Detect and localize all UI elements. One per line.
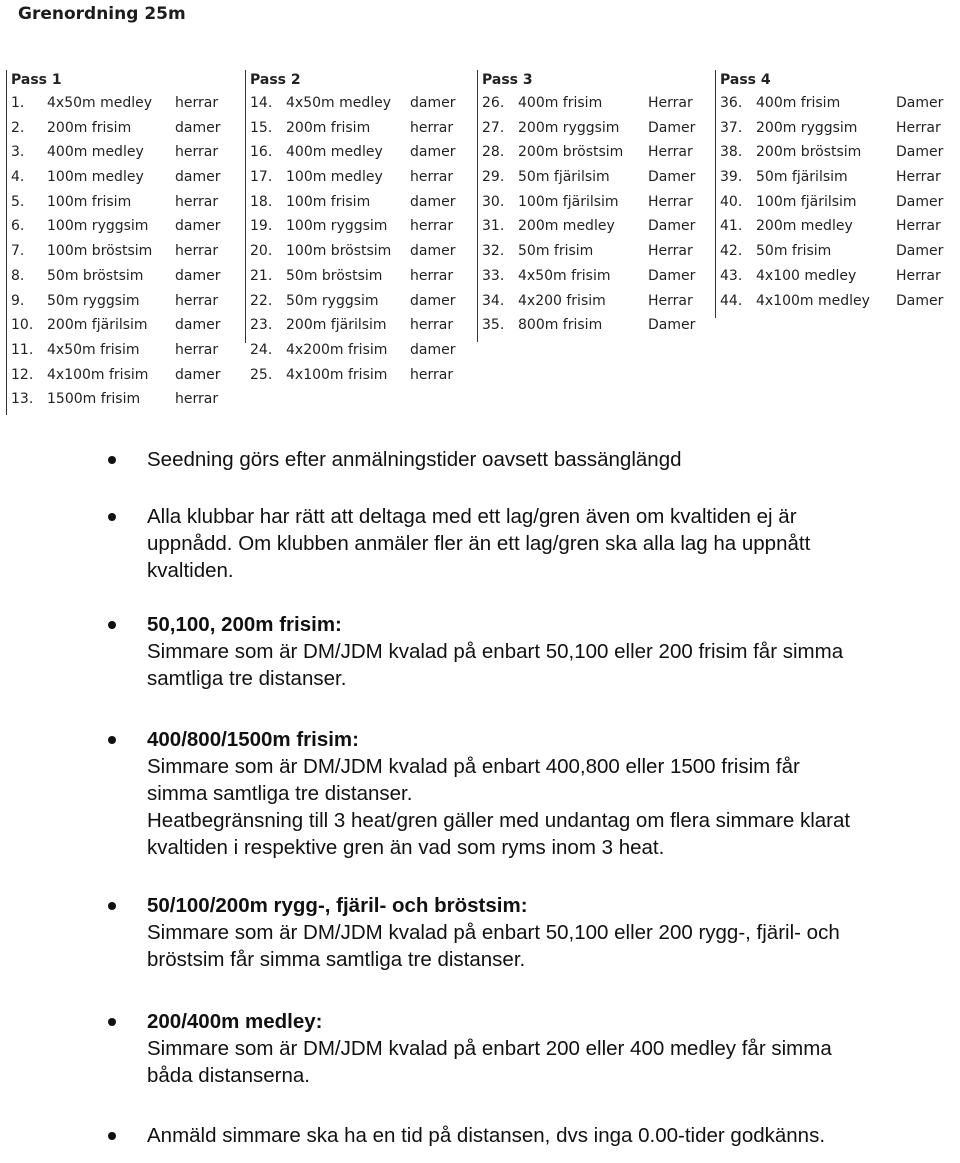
event-number: 43. bbox=[720, 267, 743, 284]
event-gender: Damer bbox=[896, 144, 944, 161]
event-gender: herrar bbox=[175, 292, 219, 309]
event-row bbox=[478, 165, 716, 190]
event-row bbox=[246, 165, 476, 190]
event-gender: herrar bbox=[175, 243, 219, 260]
event-event: 4x50m medley bbox=[286, 95, 392, 111]
bullet-heading: 200/400m medley: bbox=[147, 1010, 323, 1033]
event-number: 26. bbox=[482, 95, 505, 111]
event-row bbox=[478, 91, 716, 116]
event-row bbox=[7, 338, 245, 363]
event-number: 11. bbox=[11, 341, 34, 358]
event-event: 1500m frisim bbox=[47, 391, 141, 408]
event-number: 3. bbox=[11, 144, 25, 161]
event-number: 42. bbox=[720, 243, 743, 260]
event-gender: damer bbox=[410, 144, 456, 161]
event-row bbox=[478, 239, 716, 264]
event-gender: damer bbox=[175, 366, 221, 383]
event-event: 50m ryggsim bbox=[286, 292, 379, 309]
event-number: 20. bbox=[250, 243, 273, 260]
event-event: 4x50m frisim bbox=[47, 341, 140, 358]
event-number: 12. bbox=[11, 366, 34, 383]
event-number: 34. bbox=[482, 292, 505, 309]
event-event: 200m ryggsim bbox=[518, 119, 620, 136]
event-row bbox=[7, 239, 245, 264]
event-row bbox=[716, 91, 956, 116]
event-event: 100m frisim bbox=[286, 193, 371, 210]
event-row bbox=[716, 190, 956, 215]
event-event: 50m frisim bbox=[756, 243, 832, 260]
event-number: 17. bbox=[250, 169, 273, 186]
bullet-line: bröstsim får simma samtliga tre distanser. bbox=[147, 948, 526, 971]
event-gender: herrar bbox=[410, 267, 454, 284]
pass-header: Pass 3 bbox=[482, 72, 533, 88]
event-row bbox=[7, 363, 245, 388]
bullet-text bbox=[147, 611, 957, 692]
event-gender: herrar bbox=[175, 144, 219, 161]
event-gender: Herrar bbox=[896, 119, 941, 136]
event-gender: herrar bbox=[410, 218, 454, 235]
event-row bbox=[246, 140, 476, 165]
event-row bbox=[716, 214, 956, 239]
bullet-text bbox=[147, 1008, 957, 1089]
event-gender: Herrar bbox=[896, 169, 941, 186]
event-gender: damer bbox=[175, 267, 221, 284]
event-gender: damer bbox=[410, 243, 456, 260]
event-number: 33. bbox=[482, 267, 505, 284]
event-event: 4x200 frisim bbox=[518, 292, 606, 309]
event-gender: Damer bbox=[648, 267, 696, 284]
event-event: 4x50m medley bbox=[47, 95, 153, 111]
bullet-line: Heatbegränsning till 3 heat/gren gäller med undantag om flera simmare klarat bbox=[147, 809, 851, 832]
event-gender: damer bbox=[410, 95, 456, 111]
event-row bbox=[716, 264, 956, 289]
bullet-line: Alla klubbar har rätt att deltaga med ett lag/gren även om kvaltiden ej är bbox=[147, 505, 797, 528]
event-row bbox=[246, 313, 476, 338]
event-row bbox=[7, 140, 245, 165]
event-number: 2. bbox=[11, 119, 25, 136]
event-event: 200m medley bbox=[518, 218, 615, 235]
event-gender: damer bbox=[410, 193, 456, 210]
event-event: 200m bröstsim bbox=[756, 144, 862, 161]
bullet-dot-icon bbox=[108, 1018, 116, 1026]
event-row bbox=[7, 313, 245, 338]
event-gender: herrar bbox=[175, 193, 219, 210]
bullet-line: kvaltiden. bbox=[147, 559, 234, 582]
event-gender: Damer bbox=[648, 119, 696, 136]
event-number: 25. bbox=[250, 366, 273, 383]
event-schedule bbox=[0, 70, 960, 415]
event-event: 800m frisim bbox=[518, 317, 603, 334]
event-number: 29. bbox=[482, 169, 505, 186]
event-gender: Damer bbox=[648, 317, 696, 334]
event-event: 100m fjärilsim bbox=[518, 193, 619, 210]
page-title: Grenordning 25m bbox=[18, 4, 186, 24]
bullet-line: Simmare som är DM/JDM kvalad på enbart 200 eller 400 medley får simma bbox=[147, 1037, 832, 1060]
bullet-dot-icon bbox=[108, 736, 116, 744]
event-row bbox=[246, 116, 476, 141]
event-gender: Damer bbox=[648, 218, 696, 235]
bullet-dot-icon bbox=[108, 456, 116, 464]
pass-column bbox=[6, 70, 245, 415]
event-row bbox=[716, 239, 956, 264]
event-gender: Herrar bbox=[648, 95, 693, 111]
event-number: 10. bbox=[11, 317, 34, 334]
event-event: 400m medley bbox=[286, 144, 383, 161]
event-event: 4x100m frisim bbox=[286, 366, 388, 383]
event-event: 200m fjärilsim bbox=[286, 317, 387, 334]
event-gender: Herrar bbox=[648, 292, 693, 309]
event-row bbox=[478, 264, 716, 289]
event-gender: Herrar bbox=[648, 193, 693, 210]
event-row bbox=[7, 214, 245, 239]
bullet-text bbox=[147, 892, 957, 973]
event-number: 5. bbox=[11, 193, 25, 210]
bullet-dot-icon bbox=[108, 621, 116, 629]
bullet-line: kvaltiden i respektive gren än vad som ryms inom 3 heat. bbox=[147, 836, 665, 859]
event-event: 200m frisim bbox=[47, 119, 132, 136]
event-event: 4x100 medley bbox=[756, 267, 857, 284]
event-row bbox=[7, 264, 245, 289]
event-event: 200m frisim bbox=[286, 119, 371, 136]
event-row bbox=[246, 91, 476, 116]
event-row bbox=[7, 165, 245, 190]
bullet-line: Simmare som är DM/JDM kvalad på enbart 50,100 eller 200 frisim får simma bbox=[147, 640, 844, 663]
event-gender: damer bbox=[410, 292, 456, 309]
event-row bbox=[7, 387, 245, 412]
event-row bbox=[716, 165, 956, 190]
event-row bbox=[246, 338, 476, 363]
event-number: 8. bbox=[11, 267, 25, 284]
event-row bbox=[478, 289, 716, 314]
event-number: 19. bbox=[250, 218, 273, 235]
event-gender: damer bbox=[410, 341, 456, 358]
event-gender: Herrar bbox=[648, 243, 693, 260]
event-number: 32. bbox=[482, 243, 505, 260]
event-number: 31. bbox=[482, 218, 505, 235]
event-row bbox=[246, 264, 476, 289]
event-gender: herrar bbox=[410, 169, 454, 186]
event-event: 4x100m medley bbox=[756, 292, 870, 309]
event-gender: Herrar bbox=[896, 267, 941, 284]
event-number: 16. bbox=[250, 144, 273, 161]
event-gender: herrar bbox=[175, 391, 219, 408]
event-number: 21. bbox=[250, 267, 273, 284]
event-row bbox=[478, 313, 716, 338]
bullet-text bbox=[147, 1122, 957, 1149]
event-number: 24. bbox=[250, 341, 273, 358]
event-row bbox=[7, 190, 245, 215]
bullet-dot-icon bbox=[108, 513, 116, 521]
event-number: 7. bbox=[11, 243, 25, 260]
event-event: 200m medley bbox=[756, 218, 853, 235]
event-row bbox=[478, 116, 716, 141]
event-event: 100m bröstsim bbox=[286, 243, 392, 260]
bullet-text bbox=[147, 726, 957, 861]
event-gender: herrar bbox=[410, 317, 454, 334]
bullet-heading: 50,100, 200m frisim: bbox=[147, 613, 342, 636]
event-row bbox=[7, 91, 245, 116]
event-gender: Damer bbox=[648, 169, 696, 186]
event-event: 100m ryggsim bbox=[286, 218, 388, 235]
event-event: 100m medley bbox=[47, 169, 144, 186]
event-number: 6. bbox=[11, 218, 25, 235]
event-event: 200m ryggsim bbox=[756, 119, 858, 136]
event-gender: Herrar bbox=[896, 218, 941, 235]
event-gender: damer bbox=[175, 169, 221, 186]
event-number: 30. bbox=[482, 193, 505, 210]
event-number: 27. bbox=[482, 119, 505, 136]
event-row bbox=[716, 140, 956, 165]
event-number: 13. bbox=[11, 391, 34, 408]
event-event: 50m bröstsim bbox=[286, 267, 383, 284]
event-event: 4x100m frisim bbox=[47, 366, 149, 383]
event-gender: Herrar bbox=[648, 144, 693, 161]
event-gender: herrar bbox=[410, 366, 454, 383]
event-event: 200m bröstsim bbox=[518, 144, 624, 161]
event-number: 28. bbox=[482, 144, 505, 161]
bullet-line: båda distanserna. bbox=[147, 1064, 310, 1087]
bullet-line: uppnådd. Om klubben anmäler fler än ett lag/gren ska alla lag ha uppnått bbox=[147, 532, 811, 555]
event-gender: Damer bbox=[896, 193, 944, 210]
event-event: 50m fjärilsim bbox=[756, 169, 848, 186]
event-number: 38. bbox=[720, 144, 743, 161]
pass-header: Pass 1 bbox=[11, 72, 62, 88]
event-row bbox=[7, 289, 245, 314]
pass-column bbox=[245, 70, 476, 383]
event-event: 400m frisim bbox=[756, 95, 841, 111]
event-number: 4. bbox=[11, 169, 25, 186]
event-row bbox=[716, 289, 956, 314]
event-gender: Damer bbox=[896, 243, 944, 260]
event-number: 39. bbox=[720, 169, 743, 186]
event-number: 14. bbox=[250, 95, 273, 111]
event-event: 4x200m frisim bbox=[286, 341, 388, 358]
event-row bbox=[7, 116, 245, 141]
event-row bbox=[246, 239, 476, 264]
event-row bbox=[478, 190, 716, 215]
event-number: 1. bbox=[11, 95, 25, 111]
bullet-text bbox=[147, 503, 957, 584]
event-number: 15. bbox=[250, 119, 273, 136]
event-row bbox=[246, 363, 476, 388]
event-event: 50m fjärilsim bbox=[518, 169, 610, 186]
event-row bbox=[246, 190, 476, 215]
event-number: 35. bbox=[482, 317, 505, 334]
pass-header: Pass 2 bbox=[250, 72, 301, 88]
event-number: 37. bbox=[720, 119, 743, 136]
bullet-text bbox=[147, 446, 957, 473]
event-event: 400m frisim bbox=[518, 95, 603, 111]
bullet-line: samtliga tre distanser. bbox=[147, 667, 347, 690]
event-gender: herrar bbox=[175, 95, 219, 111]
event-event: 100m fjärilsim bbox=[756, 193, 857, 210]
bullet-dot-icon bbox=[108, 902, 116, 910]
bullet-line: simma samtliga tre distanser. bbox=[147, 782, 413, 805]
event-number: 9. bbox=[11, 292, 25, 309]
bullet-line: Simmare som är DM/JDM kvalad på enbart 50,100 eller 200 rygg-, fjäril- och bbox=[147, 921, 840, 944]
event-event: 50m ryggsim bbox=[47, 292, 140, 309]
pass-column bbox=[715, 70, 956, 318]
bullet-heading: 50/100/200m rygg-, fjäril- och bröstsim: bbox=[147, 894, 528, 917]
event-gender: damer bbox=[175, 119, 221, 136]
event-event: 100m ryggsim bbox=[47, 218, 149, 235]
event-event: 100m bröstsim bbox=[47, 243, 153, 260]
event-event: 100m frisim bbox=[47, 193, 132, 210]
event-number: 40. bbox=[720, 193, 743, 210]
event-event: 50m frisim bbox=[518, 243, 594, 260]
pass-header: Pass 4 bbox=[720, 72, 771, 88]
event-number: 41. bbox=[720, 218, 743, 235]
event-row bbox=[246, 214, 476, 239]
event-gender: Damer bbox=[896, 292, 944, 309]
bullet-line: Anmäld simmare ska ha en tid på distansen, dvs inga 0.00-tider godkänns. bbox=[147, 1124, 826, 1147]
bullet-line: Simmare som är DM/JDM kvalad på enbart 400,800 eller 1500 frisim får bbox=[147, 755, 800, 778]
event-row bbox=[716, 116, 956, 141]
event-event: 50m bröstsim bbox=[47, 267, 144, 284]
event-gender: herrar bbox=[175, 341, 219, 358]
event-gender: Damer bbox=[896, 95, 944, 111]
event-gender: damer bbox=[175, 317, 221, 334]
bullet-line: Seedning görs efter anmälningstider oavsett bassänglängd bbox=[147, 448, 682, 471]
event-gender: herrar bbox=[410, 119, 454, 136]
event-row bbox=[478, 214, 716, 239]
event-event: 200m fjärilsim bbox=[47, 317, 148, 334]
event-row bbox=[246, 289, 476, 314]
event-number: 44. bbox=[720, 292, 743, 309]
event-number: 22. bbox=[250, 292, 273, 309]
event-event: 400m medley bbox=[47, 144, 144, 161]
event-row bbox=[478, 140, 716, 165]
bullet-dot-icon bbox=[108, 1132, 116, 1140]
pass-column bbox=[477, 70, 716, 342]
event-event: 100m medley bbox=[286, 169, 383, 186]
event-number: 23. bbox=[250, 317, 273, 334]
event-number: 18. bbox=[250, 193, 273, 210]
event-number: 36. bbox=[720, 95, 743, 111]
bullet-heading: 400/800/1500m frisim: bbox=[147, 728, 359, 751]
event-gender: damer bbox=[175, 218, 221, 235]
event-event: 4x50m frisim bbox=[518, 267, 611, 284]
